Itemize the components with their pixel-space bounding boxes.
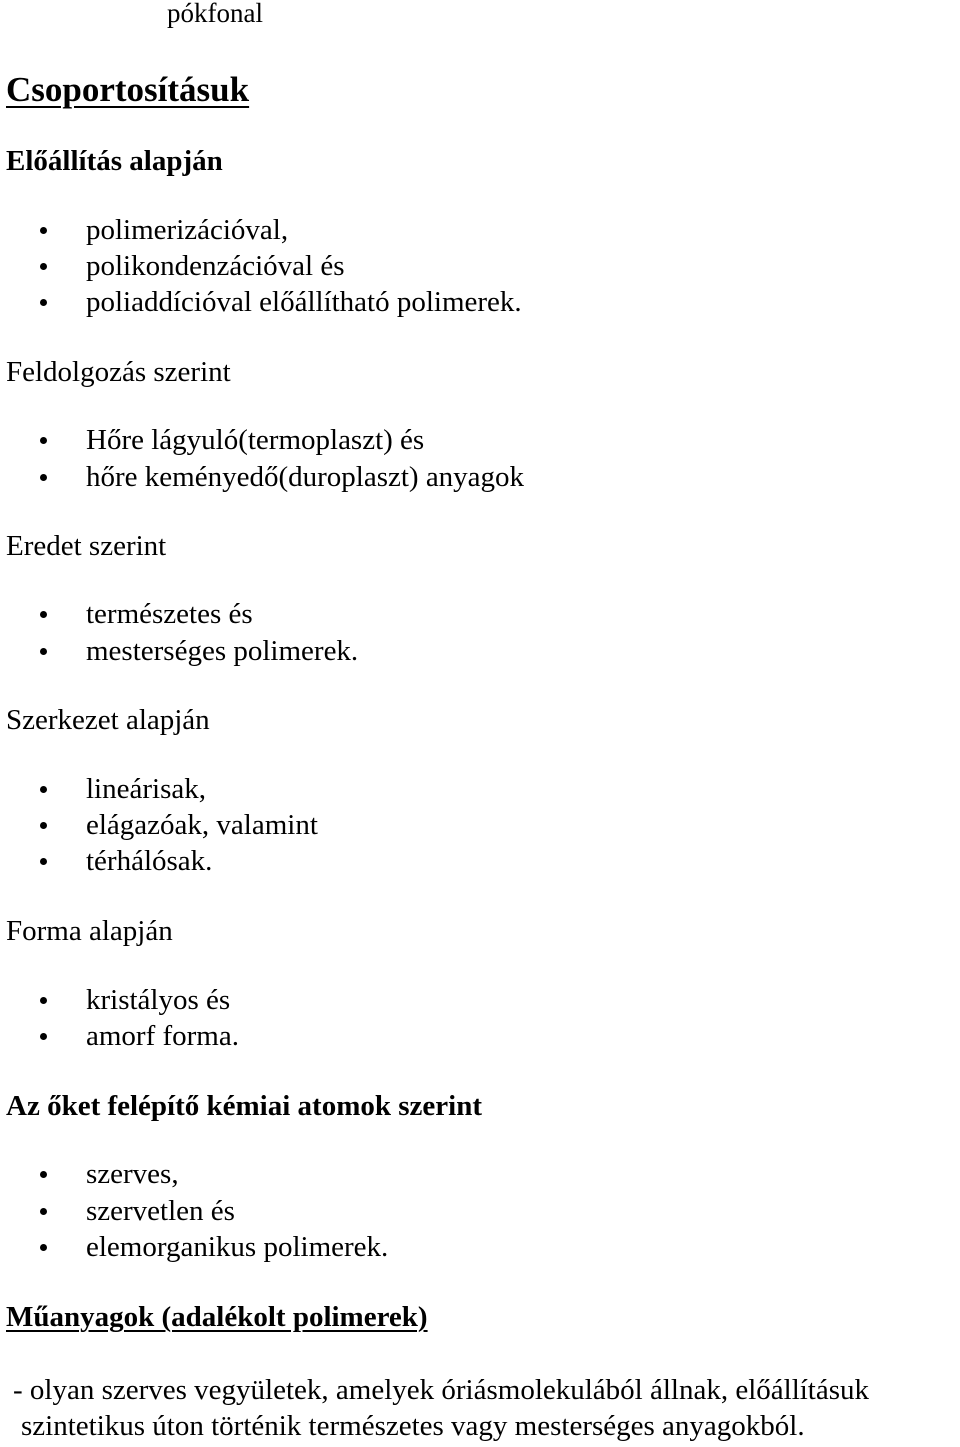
list-item-text: kristályos és [86, 984, 231, 1016]
bullet-icon [40, 1244, 47, 1251]
list-item-text: elágazóak, valamint [86, 809, 318, 841]
list-item-text: poliaddícióval előállítható polimerek. [86, 286, 522, 318]
bullet-icon [40, 1033, 47, 1040]
list-item-text: lineárisak, [86, 773, 206, 805]
list-item-text: elemorganikus polimerek. [86, 1231, 389, 1263]
list-item-text: szerves, [86, 1158, 179, 1190]
list-item-text: amorf forma. [86, 1020, 239, 1052]
list-item-text: mesterséges polimerek. [86, 635, 359, 667]
section-heading-atoms: Az őket felépítő kémiai atomok szerint [6, 1090, 482, 1122]
section-heading-production: Előállítás alapján [6, 145, 223, 177]
plastics-heading: Műanyagok (adalékolt polimerek) [6, 1301, 428, 1333]
bullet-icon [40, 437, 47, 444]
paragraph-line: szintetikus úton történik természetes vagy mesterséges anyagokból. [21, 1410, 805, 1442]
section-heading-processing: Feldolgozás szerint [6, 356, 231, 388]
section-heading-form: Forma alapján [6, 915, 173, 947]
section-heading-structure: Szerkezet alapján [6, 704, 210, 736]
bullet-icon [40, 858, 47, 865]
list-item-text: polikondenzációval és [86, 250, 345, 282]
list-item-text: térhálósak. [86, 845, 213, 877]
list-item-text: Hőre lágyuló(termoplaszt) és [86, 424, 425, 456]
bullet-icon [40, 1208, 47, 1215]
bullet-icon [40, 822, 47, 829]
list-item-text: polimerizációval, [86, 214, 289, 246]
bullet-icon [40, 263, 47, 270]
groups-heading: Csoportosításuk [6, 70, 250, 109]
bullet-icon [40, 786, 47, 793]
top-word: pókfonal [167, 0, 263, 28]
bullet-icon [40, 1171, 47, 1178]
bullet-icon [40, 997, 47, 1004]
bullet-icon [40, 227, 47, 234]
paragraph-line: - olyan szerves vegyületek, amelyek óriásmolekulából állnak, előállításuk [13, 1374, 870, 1406]
bullet-icon [40, 648, 47, 655]
section-heading-origin: Eredet szerint [6, 530, 167, 562]
bullet-icon [40, 299, 47, 306]
list-item-text: szervetlen és [86, 1195, 235, 1227]
bullet-icon [40, 474, 47, 481]
list-item-text: hőre keményedő(duroplaszt) anyagok [86, 461, 525, 493]
list-item-text: természetes és [86, 598, 253, 630]
bullet-icon [40, 611, 47, 618]
